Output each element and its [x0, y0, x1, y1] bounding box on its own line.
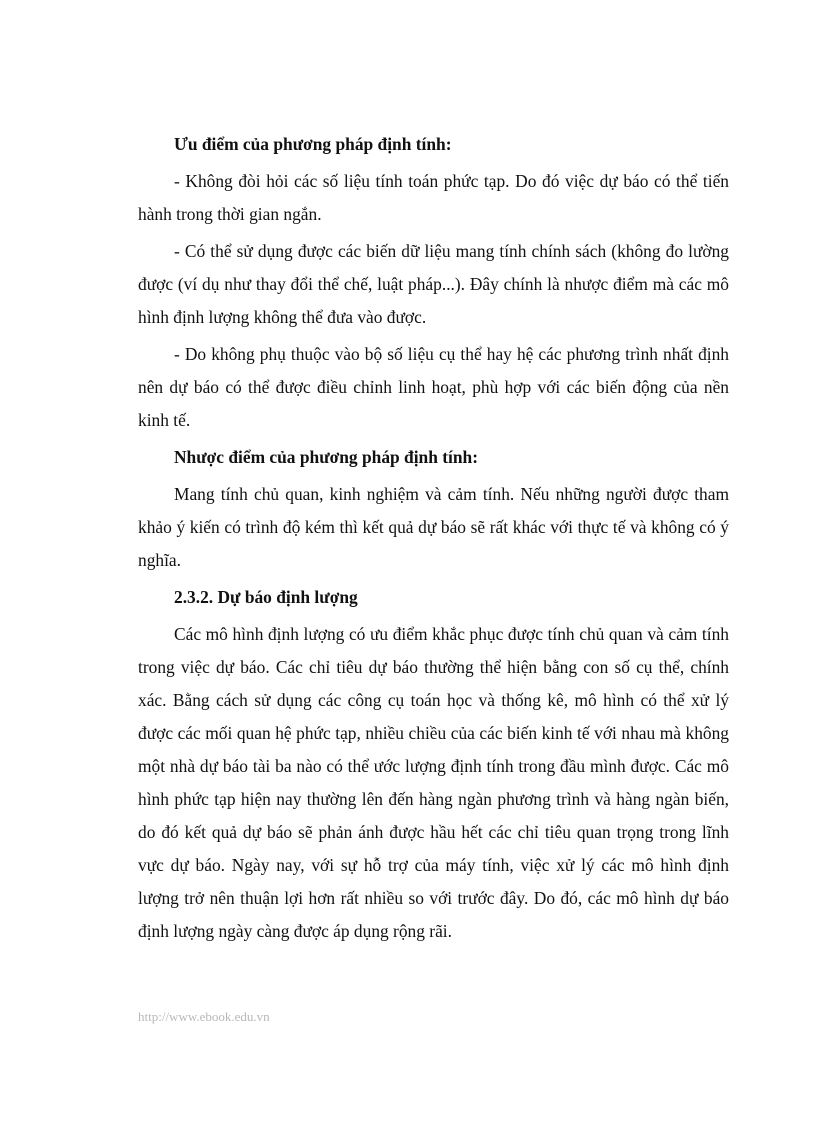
section-heading: 2.3.2. Dự báo định lượng: [174, 587, 358, 607]
paragraph: Mang tính chủ quan, kinh nghiệm và cảm tính. Nếu những người được tham khảo ý kiến có trình độ kém thì kết quả dự báo sẽ rất khác với thực tế và không có ý nghĩa.: [138, 484, 729, 570]
paragraph: - Do không phụ thuộc vào bộ số liệu cụ thể hay hệ các phương trình nhất định nên dự báo có thể được điều chỉnh linh hoạt, phù hợp với các biến động của nền kinh tế.: [138, 344, 729, 430]
section-heading: Nhược điểm của phương pháp định tính:: [174, 447, 478, 467]
document-body: [138, 128, 729, 952]
paragraph: - Có thể sử dụng được các biến dữ liệu mang tính chính sách (không đo lường được (ví dụ như thay đổi thể chế, luật pháp...). Đây chính là nhược điểm mà các mô hình định lượng không thể đưa vào được.: [138, 241, 729, 327]
paragraph: - Không đòi hỏi các số liệu tính toán phức tạp. Do đó việc dự báo có thể tiến hành trong thời gian ngắn.: [138, 171, 729, 224]
footer-url: http://www.ebook.edu.vn: [138, 1009, 270, 1024]
paragraph: Các mô hình định lượng có ưu điểm khắc phục được tính chủ quan và cảm tính trong việc dự báo. Các chỉ tiêu dự báo thường thể hiện bằng con số cụ thể, chính xác. Bằng cách sử dụng các công cụ toán học và thống kê, mô hình có thể xử lý được các mối quan hệ phức tạp, nhiều chiều của các biến kinh tế với nhau mà không một nhà dự báo tài ba nào có thể ước lượng định tính trong đầu mình được. Các mô hình phức tạp hiện nay thường lên đến hàng ngàn phương trình và hàng ngàn biến, do đó kết quả dự báo sẽ phản ánh được hầu hết các chỉ tiêu quan trọng trong lĩnh vực dự báo. Ngày nay, với sự hỗ trợ của máy tính, việc xử lý các mô hình định lượng trở nên thuận lợi hơn rất nhiều so với trước đây. Do đó, các mô hình dự báo định lượng ngày càng được áp dụng rộng rãi.: [138, 624, 729, 941]
section-heading: Ưu điểm của phương pháp định tính:: [174, 134, 452, 154]
